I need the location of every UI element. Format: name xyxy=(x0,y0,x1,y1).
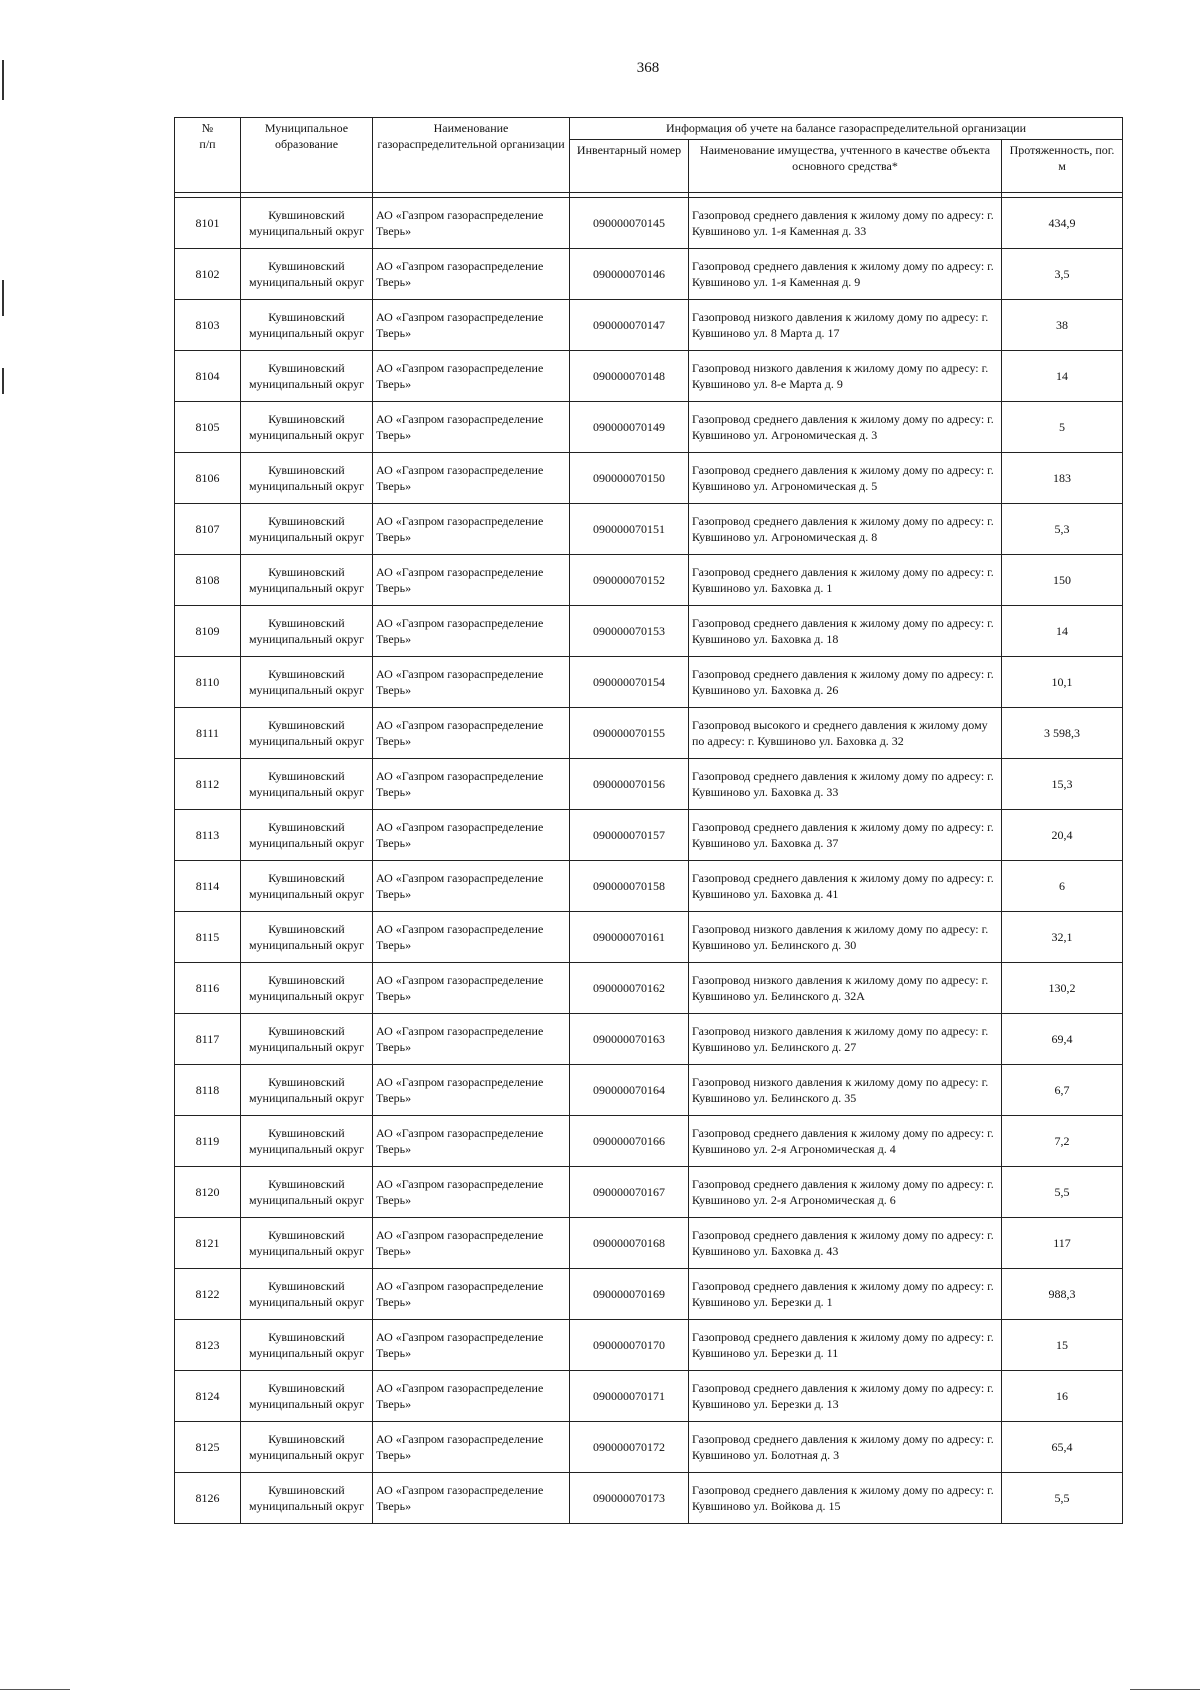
table-row xyxy=(175,963,1123,1014)
table-row xyxy=(175,402,1123,453)
header-municipality: Муниципальное образование xyxy=(241,118,373,193)
cell-municipality: Кувшиновский муниципальный округ xyxy=(241,555,373,606)
cell-municipality: Кувшиновский муниципальный округ xyxy=(241,1320,373,1371)
cell-length: 5,5 xyxy=(1002,1473,1123,1524)
table-row xyxy=(175,1116,1123,1167)
cell-asset: Газопровод низкого давления к жилому дому по адресу: г. Кувшиново ул. Белинского д. 32А xyxy=(689,963,1002,1014)
cell-length: 5 xyxy=(1002,402,1123,453)
table-row xyxy=(175,504,1123,555)
table-row xyxy=(175,1320,1123,1371)
cell-inventory: 090000070161 xyxy=(570,912,689,963)
cell-length: 130,2 xyxy=(1002,963,1123,1014)
cell-organization: АО «Газпром газораспределение Тверь» xyxy=(373,1065,570,1116)
cell-municipality: Кувшиновский муниципальный округ xyxy=(241,861,373,912)
cell-inventory: 090000070150 xyxy=(570,453,689,504)
header-organization: Наименование газораспределительной организации xyxy=(373,118,570,193)
cell-length: 6,7 xyxy=(1002,1065,1123,1116)
cell-organization: АО «Газпром газораспределение Тверь» xyxy=(373,1371,570,1422)
cell-organization: АО «Газпром газораспределение Тверь» xyxy=(373,861,570,912)
cell-length: 3,5 xyxy=(1002,249,1123,300)
table-row xyxy=(175,606,1123,657)
table-row xyxy=(175,1065,1123,1116)
cell-num: 8107 xyxy=(175,504,241,555)
cell-organization: АО «Газпром газораспределение Тверь» xyxy=(373,402,570,453)
cell-inventory: 090000070149 xyxy=(570,402,689,453)
cell-inventory: 090000070170 xyxy=(570,1320,689,1371)
cell-organization: АО «Газпром газораспределение Тверь» xyxy=(373,1473,570,1524)
cell-length: 3 598,3 xyxy=(1002,708,1123,759)
cell-inventory: 090000070169 xyxy=(570,1269,689,1320)
cell-municipality: Кувшиновский муниципальный округ xyxy=(241,1116,373,1167)
cell-num: 8121 xyxy=(175,1218,241,1269)
cell-num: 8119 xyxy=(175,1116,241,1167)
cell-length: 32,1 xyxy=(1002,912,1123,963)
cell-organization: АО «Газпром газораспределение Тверь» xyxy=(373,1014,570,1065)
cell-inventory: 090000070156 xyxy=(570,759,689,810)
cell-asset: Газопровод среднего давления к жилому дому по адресу: г. Кувшиново ул. Баховка д. 37 xyxy=(689,810,1002,861)
header-inventory: Инвентарный номер xyxy=(570,140,689,193)
cell-num: 8114 xyxy=(175,861,241,912)
table-row xyxy=(175,1014,1123,1065)
cell-inventory: 090000070146 xyxy=(570,249,689,300)
cell-municipality: Кувшиновский муниципальный округ xyxy=(241,351,373,402)
cell-asset: Газопровод среднего давления к жилому дому по адресу: г. Кувшиново ул. 2-я Агрономическая д. 4 xyxy=(689,1116,1002,1167)
cell-asset: Газопровод среднего давления к жилому дому по адресу: г. Кувшиново ул. Баховка д. 26 xyxy=(689,657,1002,708)
cell-length: 183 xyxy=(1002,453,1123,504)
cell-num: 8104 xyxy=(175,351,241,402)
table-row xyxy=(175,708,1123,759)
cell-asset: Газопровод среднего давления к жилому дому по адресу: г. Кувшиново ул. Агрономическая д. 8 xyxy=(689,504,1002,555)
table-row xyxy=(175,1218,1123,1269)
cell-asset: Газопровод среднего давления к жилому дому по адресу: г. Кувшиново ул. Баховка д. 43 xyxy=(689,1218,1002,1269)
cell-length: 15,3 xyxy=(1002,759,1123,810)
table-row xyxy=(175,759,1123,810)
table-row xyxy=(175,1269,1123,1320)
cell-inventory: 090000070147 xyxy=(570,300,689,351)
cell-length: 10,1 xyxy=(1002,657,1123,708)
cell-municipality: Кувшиновский муниципальный округ xyxy=(241,963,373,1014)
cell-asset: Газопровод среднего давления к жилому дому по адресу: г. Кувшиново ул. Болотная д. 3 xyxy=(689,1422,1002,1473)
header-asset: Наименование имущества, учтенного в качестве объекта основного средства* xyxy=(689,140,1002,193)
cell-length: 65,4 xyxy=(1002,1422,1123,1473)
cell-municipality: Кувшиновский муниципальный округ xyxy=(241,1218,373,1269)
cell-asset: Газопровод среднего давления к жилому дому по адресу: г. Кувшиново ул. Баховка д. 33 xyxy=(689,759,1002,810)
cell-municipality: Кувшиновский муниципальный округ xyxy=(241,402,373,453)
cell-num: 8113 xyxy=(175,810,241,861)
page-number: 368 xyxy=(636,60,660,76)
cell-asset: Газопровод среднего давления к жилому дому по адресу: г. Кувшиново ул. Агрономическая д. 3 xyxy=(689,402,1002,453)
cell-organization: АО «Газпром газораспределение Тверь» xyxy=(373,1116,570,1167)
cell-municipality: Кувшиновский муниципальный округ xyxy=(241,657,373,708)
table-row xyxy=(175,912,1123,963)
cell-num: 8116 xyxy=(175,963,241,1014)
cell-num: 8102 xyxy=(175,249,241,300)
cell-organization: АО «Газпром газораспределение Тверь» xyxy=(373,351,570,402)
cell-num: 8123 xyxy=(175,1320,241,1371)
cell-inventory: 090000070157 xyxy=(570,810,689,861)
cell-organization: АО «Газпром газораспределение Тверь» xyxy=(373,759,570,810)
cell-municipality: Кувшиновский муниципальный округ xyxy=(241,453,373,504)
cell-num: 8109 xyxy=(175,606,241,657)
cell-municipality: Кувшиновский муниципальный округ xyxy=(241,198,373,249)
cell-num: 8105 xyxy=(175,402,241,453)
cell-inventory: 090000070154 xyxy=(570,657,689,708)
cell-asset: Газопровод среднего давления к жилому дому по адресу: г. Кувшиново ул. Баховка д. 41 xyxy=(689,861,1002,912)
table-row xyxy=(175,453,1123,504)
cell-num: 8125 xyxy=(175,1422,241,1473)
scan-edge-mark xyxy=(2,368,4,394)
cell-num: 8118 xyxy=(175,1065,241,1116)
cell-inventory: 090000070145 xyxy=(570,198,689,249)
cell-asset: Газопровод среднего давления к жилому дому по адресу: г. Кувшиново ул. Березки д. 13 xyxy=(689,1371,1002,1422)
cell-organization: АО «Газпром газораспределение Тверь» xyxy=(373,963,570,1014)
cell-asset: Газопровод низкого давления к жилому дому по адресу: г. Кувшиново ул. Белинского д. 35 xyxy=(689,1065,1002,1116)
cell-length: 150 xyxy=(1002,555,1123,606)
cell-num: 8110 xyxy=(175,657,241,708)
cell-length: 38 xyxy=(1002,300,1123,351)
table-row xyxy=(175,810,1123,861)
cell-municipality: Кувшиновский муниципальный округ xyxy=(241,504,373,555)
cell-organization: АО «Газпром газораспределение Тверь» xyxy=(373,708,570,759)
cell-municipality: Кувшиновский муниципальный округ xyxy=(241,1269,373,1320)
cell-municipality: Кувшиновский муниципальный округ xyxy=(241,1422,373,1473)
cell-organization: АО «Газпром газораспределение Тверь» xyxy=(373,300,570,351)
cell-municipality: Кувшиновский муниципальный округ xyxy=(241,1014,373,1065)
table-row xyxy=(175,861,1123,912)
cell-asset: Газопровод низкого давления к жилому дому по адресу: г. Кувшиново ул. Белинского д. 30 xyxy=(689,912,1002,963)
cell-asset: Газопровод низкого давления к жилому дому по адресу: г. Кувшиново ул. 8-е Марта д. 9 xyxy=(689,351,1002,402)
cell-length: 117 xyxy=(1002,1218,1123,1269)
cell-length: 5,3 xyxy=(1002,504,1123,555)
cell-organization: АО «Газпром газораспределение Тверь» xyxy=(373,504,570,555)
cell-organization: АО «Газпром газораспределение Тверь» xyxy=(373,555,570,606)
header-balance-info: Информация об учете на балансе газораспределительной организации xyxy=(570,118,1123,140)
cell-num: 8117 xyxy=(175,1014,241,1065)
cell-asset: Газопровод среднего давления к жилому дому по адресу: г. Кувшиново ул. Березки д. 11 xyxy=(689,1320,1002,1371)
scan-bottom-rule xyxy=(0,1689,70,1690)
cell-municipality: Кувшиновский муниципальный округ xyxy=(241,912,373,963)
cell-length: 5,5 xyxy=(1002,1167,1123,1218)
cell-organization: АО «Газпром газораспределение Тверь» xyxy=(373,1218,570,1269)
cell-asset: Газопровод среднего давления к жилому дому по адресу: г. Кувшиново ул. Агрономическая д. 5 xyxy=(689,453,1002,504)
cell-organization: АО «Газпром газораспределение Тверь» xyxy=(373,912,570,963)
cell-length: 14 xyxy=(1002,351,1123,402)
cell-asset: Газопровод высокого и среднего давления к жилому дому по адресу: г. Кувшиново ул. Баховка д. 32 xyxy=(689,708,1002,759)
table-row xyxy=(175,1473,1123,1524)
cell-length: 69,4 xyxy=(1002,1014,1123,1065)
cell-asset: Газопровод среднего давления к жилому дому по адресу: г. Кувшиново ул. Войкова д. 15 xyxy=(689,1473,1002,1524)
cell-length: 434,9 xyxy=(1002,198,1123,249)
cell-length: 16 xyxy=(1002,1371,1123,1422)
cell-organization: АО «Газпром газораспределение Тверь» xyxy=(373,198,570,249)
cell-inventory: 090000070163 xyxy=(570,1014,689,1065)
cell-asset: Газопровод среднего давления к жилому дому по адресу: г. Кувшиново ул. 1-я Каменная д. 9 xyxy=(689,249,1002,300)
cell-inventory: 090000070151 xyxy=(570,504,689,555)
cell-inventory: 090000070172 xyxy=(570,1422,689,1473)
cell-num: 8120 xyxy=(175,1167,241,1218)
cell-organization: АО «Газпром газораспределение Тверь» xyxy=(373,1269,570,1320)
cell-num: 8126 xyxy=(175,1473,241,1524)
cell-asset: Газопровод среднего давления к жилому дому по адресу: г. Кувшиново ул. 2-я Агрономическая д. 6 xyxy=(689,1167,1002,1218)
cell-municipality: Кувшиновский муниципальный округ xyxy=(241,300,373,351)
cell-municipality: Кувшиновский муниципальный округ xyxy=(241,810,373,861)
table-row xyxy=(175,1422,1123,1473)
cell-inventory: 090000070155 xyxy=(570,708,689,759)
cell-asset: Газопровод среднего давления к жилому дому по адресу: г. Кувшиново ул. 1-я Каменная д. 33 xyxy=(689,198,1002,249)
cell-municipality: Кувшиновский муниципальный округ xyxy=(241,708,373,759)
cell-length: 988,3 xyxy=(1002,1269,1123,1320)
header-num: № п/п xyxy=(175,118,241,193)
table-row xyxy=(175,198,1123,249)
cell-inventory: 090000070167 xyxy=(570,1167,689,1218)
cell-organization: АО «Газпром газораспределение Тверь» xyxy=(373,810,570,861)
cell-asset: Газопровод среднего давления к жилому дому по адресу: г. Кувшиново ул. Березки д. 1 xyxy=(689,1269,1002,1320)
cell-inventory: 090000070171 xyxy=(570,1371,689,1422)
cell-municipality: Кувшиновский муниципальный округ xyxy=(241,249,373,300)
cell-num: 8103 xyxy=(175,300,241,351)
table-row xyxy=(175,657,1123,708)
cell-inventory: 090000070153 xyxy=(570,606,689,657)
table-header xyxy=(175,118,1123,198)
cell-organization: АО «Газпром газораспределение Тверь» xyxy=(373,657,570,708)
cell-length: 7,2 xyxy=(1002,1116,1123,1167)
cell-asset: Газопровод среднего давления к жилому дому по адресу: г. Кувшиново ул. Баховка д. 18 xyxy=(689,606,1002,657)
table-row xyxy=(175,351,1123,402)
table-row xyxy=(175,300,1123,351)
cell-organization: АО «Газпром газораспределение Тверь» xyxy=(373,453,570,504)
scan-edge-mark xyxy=(2,280,4,316)
asset-register-table xyxy=(174,117,1123,1524)
cell-inventory: 090000070152 xyxy=(570,555,689,606)
cell-organization: АО «Газпром газораспределение Тверь» xyxy=(373,249,570,300)
cell-num: 8111 xyxy=(175,708,241,759)
cell-num: 8101 xyxy=(175,198,241,249)
cell-organization: АО «Газпром газораспределение Тверь» xyxy=(373,1320,570,1371)
cell-num: 8122 xyxy=(175,1269,241,1320)
table-row xyxy=(175,1371,1123,1422)
cell-length: 6 xyxy=(1002,861,1123,912)
cell-num: 8106 xyxy=(175,453,241,504)
cell-municipality: Кувшиновский муниципальный округ xyxy=(241,1371,373,1422)
cell-inventory: 090000070166 xyxy=(570,1116,689,1167)
cell-num: 8124 xyxy=(175,1371,241,1422)
cell-length: 14 xyxy=(1002,606,1123,657)
cell-municipality: Кувшиновский муниципальный округ xyxy=(241,1065,373,1116)
cell-municipality: Кувшиновский муниципальный округ xyxy=(241,1167,373,1218)
cell-inventory: 090000070173 xyxy=(570,1473,689,1524)
cell-num: 8108 xyxy=(175,555,241,606)
table-row xyxy=(175,1167,1123,1218)
header-length: Протяженность, пог. м xyxy=(1002,140,1123,193)
cell-organization: АО «Газпром газораспределение Тверь» xyxy=(373,1167,570,1218)
cell-asset: Газопровод низкого давления к жилому дому по адресу: г. Кувшиново ул. 8 Марта д. 17 xyxy=(689,300,1002,351)
cell-inventory: 090000070168 xyxy=(570,1218,689,1269)
table-row xyxy=(175,555,1123,606)
cell-municipality: Кувшиновский муниципальный округ xyxy=(241,759,373,810)
cell-inventory: 090000070148 xyxy=(570,351,689,402)
cell-num: 8115 xyxy=(175,912,241,963)
scan-bottom-rule xyxy=(1130,1689,1200,1690)
cell-inventory: 090000070162 xyxy=(570,963,689,1014)
cell-inventory: 090000070164 xyxy=(570,1065,689,1116)
cell-inventory: 090000070158 xyxy=(570,861,689,912)
table-row xyxy=(175,249,1123,300)
cell-organization: АО «Газпром газораспределение Тверь» xyxy=(373,606,570,657)
cell-municipality: Кувшиновский муниципальный округ xyxy=(241,1473,373,1524)
cell-asset: Газопровод среднего давления к жилому дому по адресу: г. Кувшиново ул. Баховка д. 1 xyxy=(689,555,1002,606)
cell-length: 20,4 xyxy=(1002,810,1123,861)
cell-num: 8112 xyxy=(175,759,241,810)
cell-municipality: Кувшиновский муниципальный округ xyxy=(241,606,373,657)
cell-length: 15 xyxy=(1002,1320,1123,1371)
cell-asset: Газопровод низкого давления к жилому дому по адресу: г. Кувшиново ул. Белинского д. 27 xyxy=(689,1014,1002,1065)
cell-organization: АО «Газпром газораспределение Тверь» xyxy=(373,1422,570,1473)
table-body xyxy=(175,198,1123,1524)
